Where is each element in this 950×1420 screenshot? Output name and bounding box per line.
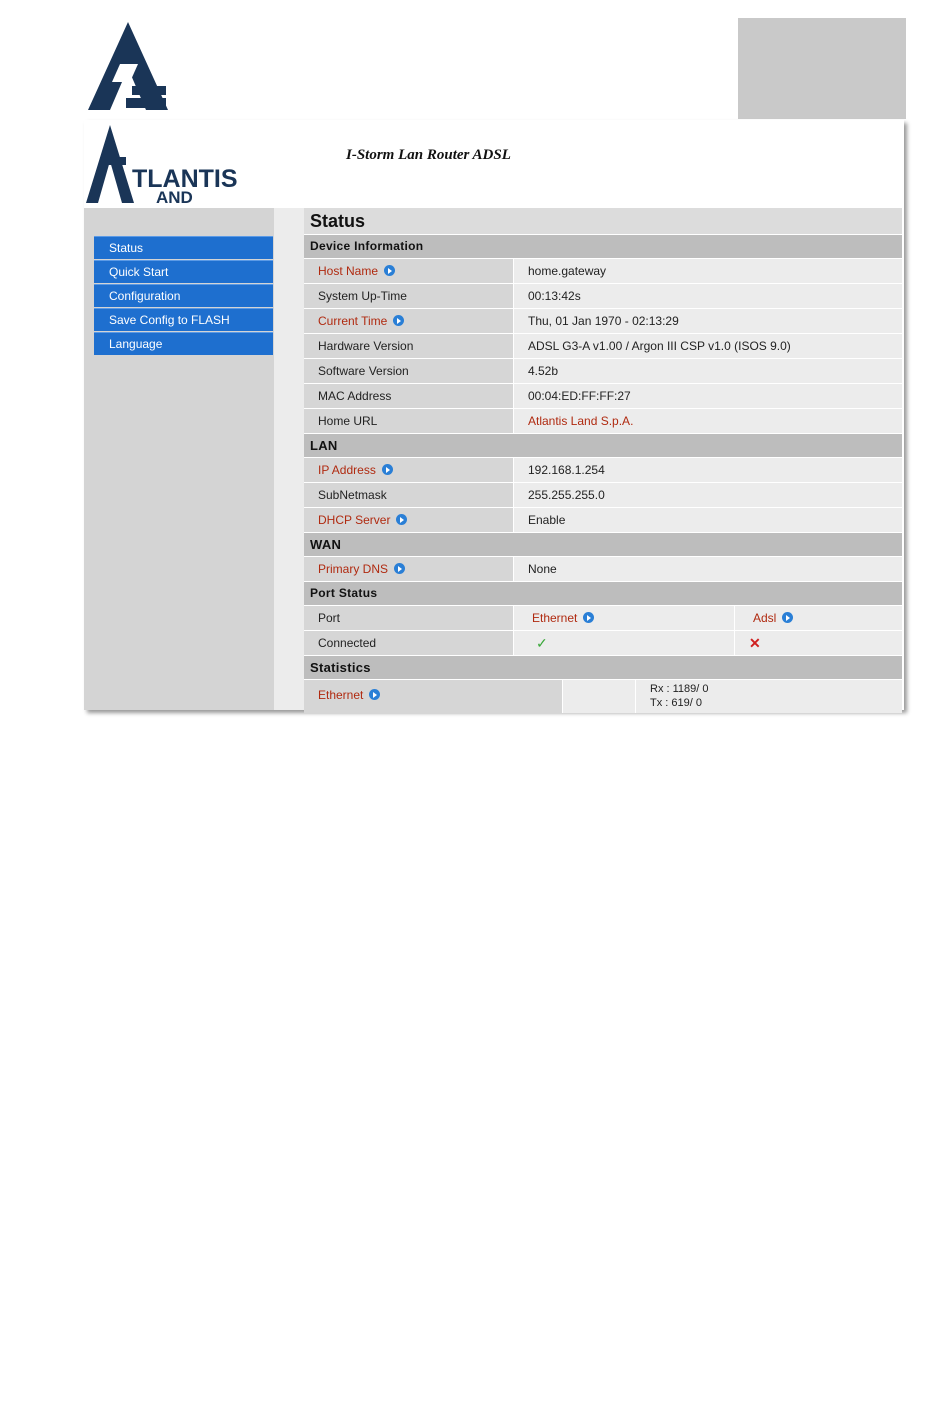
- table-row: [304, 384, 902, 409]
- ethernet-connected-check-icon: ✓: [514, 631, 735, 655]
- corner-placeholder: [738, 18, 906, 119]
- sidebar-item-quick-start[interactable]: Quick Start: [94, 260, 273, 283]
- subnet-label: SubNetmask: [304, 483, 514, 507]
- header-bar: [84, 120, 904, 208]
- rx-value: Rx : 1189/ 0: [650, 683, 709, 695]
- table-row: [304, 458, 902, 483]
- dhcp-server-value: Enable: [514, 508, 902, 532]
- table-row: [304, 508, 902, 533]
- home-url-label: Home URL: [304, 409, 514, 433]
- sidebar-item-configuration[interactable]: Configuration: [94, 284, 273, 307]
- table-row: [304, 483, 902, 508]
- mac-value: 00:04:ED:FF:FF:27: [514, 384, 902, 408]
- current-time-value: Thu, 01 Jan 1970 - 02:13:29: [514, 309, 902, 333]
- table-row: [304, 557, 902, 582]
- svg-text:TLANTIS: TLANTIS: [132, 165, 238, 193]
- section-port-status: Port Status: [304, 582, 902, 606]
- table-row: [304, 259, 902, 284]
- sidebar-item-status[interactable]: Status: [94, 236, 273, 259]
- section-wan: WAN: [304, 533, 902, 557]
- table-row: [304, 631, 902, 656]
- sidebar-item-save-config[interactable]: Save Config to FLASH: [94, 308, 273, 331]
- svg-text:AND: AND: [156, 188, 193, 205]
- sidebar-item-language[interactable]: Language: [94, 332, 273, 355]
- mac-label: MAC Address: [304, 384, 514, 408]
- stats-spacer: [563, 680, 636, 713]
- port-label: Port: [304, 606, 514, 630]
- host-name-value: home.gateway: [514, 259, 902, 283]
- tx-value: Tx : 619/ 0: [650, 697, 702, 709]
- host-name-link[interactable]: Host Name: [304, 259, 514, 283]
- stats-values: [636, 680, 902, 713]
- arrow-right-icon[interactable]: [782, 612, 793, 623]
- ip-address-link[interactable]: IP Address: [304, 458, 514, 482]
- home-url-link[interactable]: Atlantis Land S.p.A.: [514, 409, 902, 433]
- adsl-disconnected-cross-icon: ✕: [735, 631, 902, 655]
- arrow-right-icon[interactable]: [394, 563, 405, 574]
- table-row: [304, 284, 902, 309]
- ethernet-port-link[interactable]: Ethernet: [514, 606, 735, 630]
- table-row: [304, 606, 902, 631]
- table-row: [304, 409, 902, 434]
- uptime-label: System Up-Time: [304, 284, 514, 308]
- sw-version-value: 4.52b: [514, 359, 902, 383]
- ip-address-value: 192.168.1.254: [514, 458, 902, 482]
- arrow-right-icon[interactable]: [583, 612, 594, 623]
- arrow-right-icon[interactable]: [393, 315, 404, 326]
- arrow-right-icon[interactable]: [384, 265, 395, 276]
- current-time-link[interactable]: Current Time: [304, 309, 514, 333]
- page-title: Status: [304, 208, 902, 235]
- sidebar-separator: [274, 208, 304, 710]
- section-lan: LAN: [304, 434, 902, 458]
- sw-version-label: Software Version: [304, 359, 514, 383]
- nav-menu: [94, 236, 273, 356]
- table-row: [304, 309, 902, 334]
- product-title: I-Storm Lan Router ADSL: [346, 147, 511, 163]
- arrow-right-icon[interactable]: [396, 514, 407, 525]
- table-row: [304, 680, 902, 713]
- arrow-right-icon[interactable]: [382, 464, 393, 475]
- uptime-value: 00:13:42s: [514, 284, 902, 308]
- section-statistics: Statistics: [304, 656, 902, 680]
- adsl-port-link[interactable]: Adsl: [735, 606, 902, 630]
- atlantis-land-logo: [86, 123, 274, 205]
- status-panel: [304, 208, 902, 713]
- table-row: [304, 359, 902, 384]
- connected-label: Connected: [304, 631, 514, 655]
- atlantis-logo-icon: [86, 20, 170, 112]
- table-row: [304, 334, 902, 359]
- hw-version-value: ADSL G3-A v1.00 / Argon III CSP v1.0 (ISOS 9.0): [514, 334, 902, 358]
- arrow-right-icon[interactable]: [369, 689, 380, 700]
- router-window: [84, 120, 904, 710]
- sidebar: [84, 208, 274, 710]
- hw-version-label: Hardware Version: [304, 334, 514, 358]
- primary-dns-link[interactable]: Primary DNS: [304, 557, 514, 581]
- primary-dns-value: None: [514, 557, 902, 581]
- section-device-information: Device Information: [304, 235, 902, 259]
- subnet-value: 255.255.255.0: [514, 483, 902, 507]
- ethernet-stats-link[interactable]: Ethernet: [304, 680, 563, 713]
- dhcp-server-link[interactable]: DHCP Server: [304, 508, 514, 532]
